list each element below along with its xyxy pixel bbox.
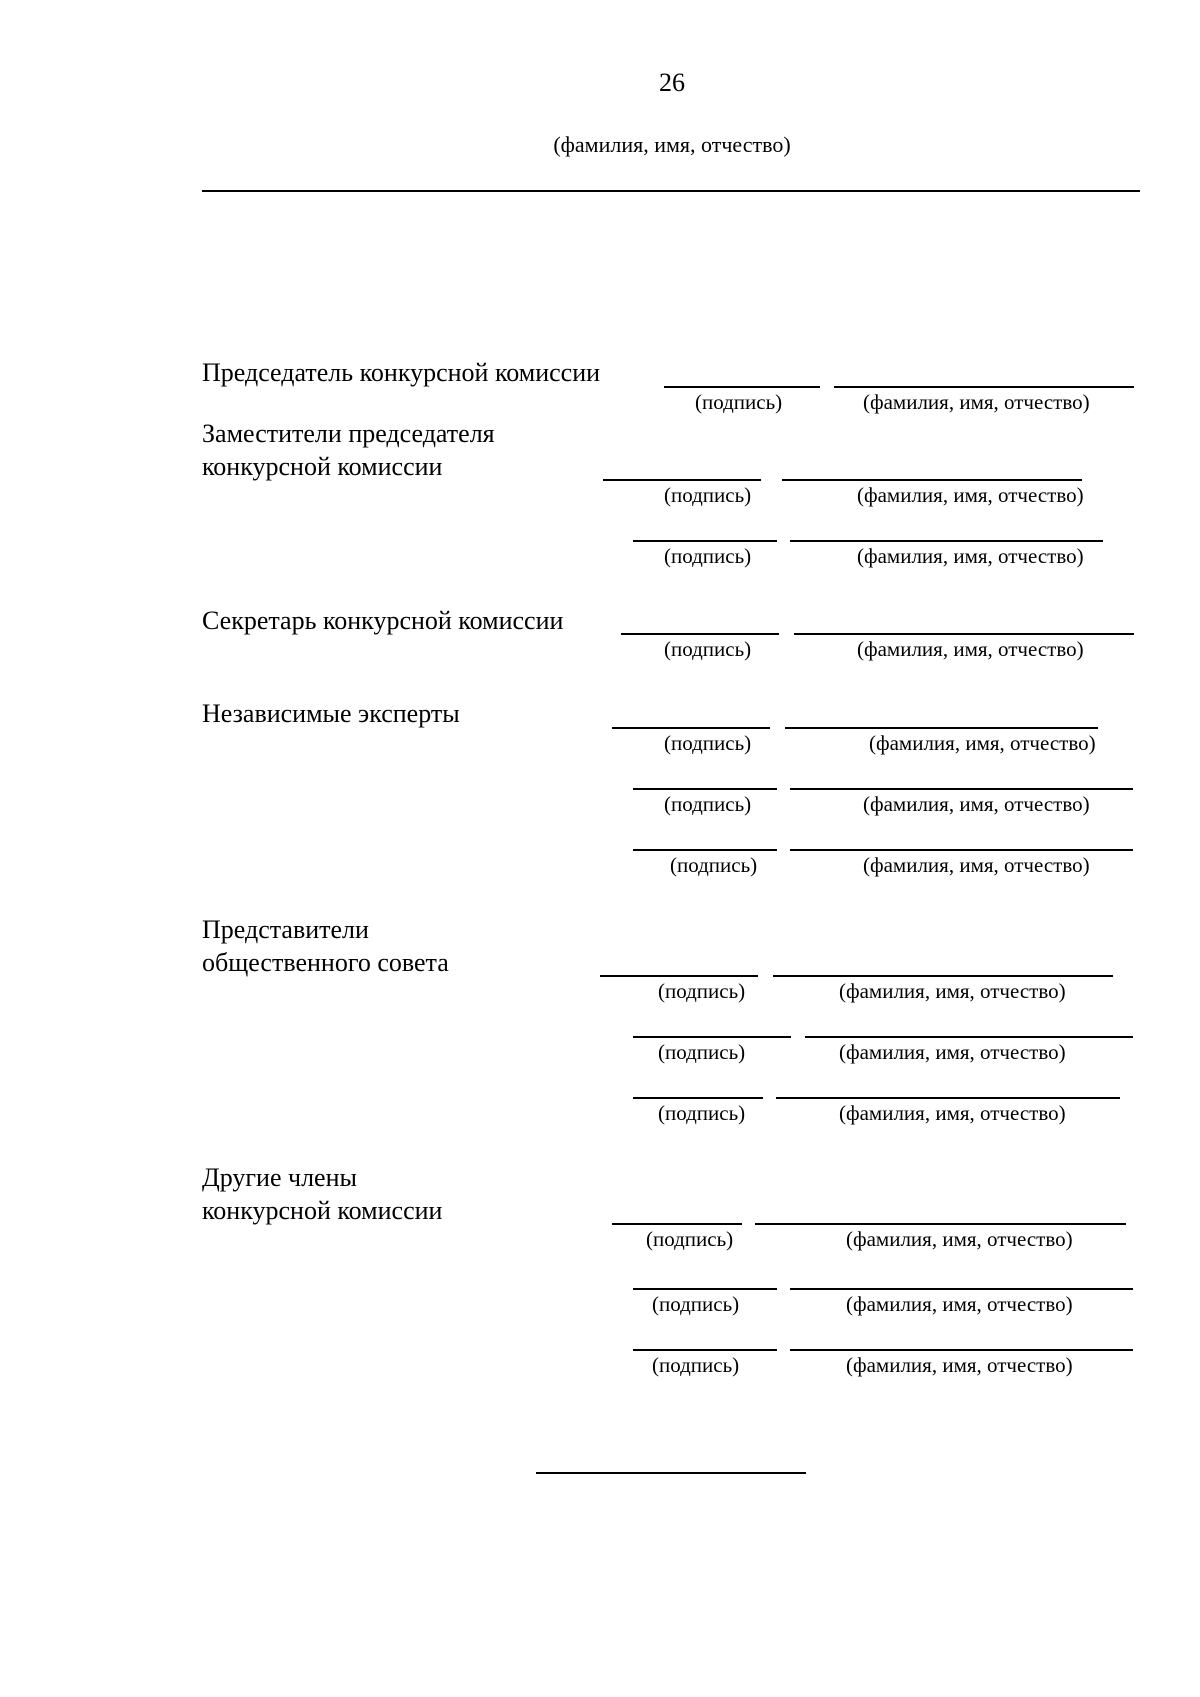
name-caption: (фамилия, имя, отчество) [846,1353,1073,1377]
name-caption: (фамилия, имя, отчество) [839,1040,1066,1064]
signature-line[interactable] [633,540,777,542]
name-caption: (фамилия, имя, отчество) [857,637,1084,661]
other-members-label-line-1: Другие члены [202,1163,357,1192]
signature-caption: (подпись) [646,1227,734,1251]
signature-caption: (подпись) [652,1353,740,1377]
signature-caption: (подпись) [664,731,752,755]
signature-caption: (подпись) [658,979,746,1003]
signature-line[interactable] [633,1097,763,1099]
deputies-label-line-1: Заместители председателя [202,419,495,448]
header-caption: (фамилия, имя, отчество) [553,132,791,157]
name-line[interactable] [785,727,1098,729]
closing-rule [536,1472,806,1474]
secretary-label: Секретарь конкурсной комиссии [202,606,564,635]
name-caption: (фамилия, имя, отчество) [839,979,1066,1003]
header-rule [202,190,1140,192]
name-line[interactable] [790,788,1133,790]
deputies-label-line-2: конкурсной комиссии [202,452,443,481]
name-line[interactable] [755,1223,1126,1225]
council-label-line-2: общественного совета [202,948,449,977]
name-line[interactable] [773,975,1113,977]
signature-line[interactable] [633,849,777,851]
signature-caption: (подпись) [664,637,752,661]
name-line[interactable] [782,479,1082,481]
signature-line[interactable] [621,633,779,635]
name-caption: (фамилия, имя, отчество) [863,853,1090,877]
name-caption: (фамилия, имя, отчество) [869,731,1096,755]
name-caption: (фамилия, имя, отчество) [863,792,1090,816]
name-line[interactable] [805,1036,1133,1038]
name-line[interactable] [790,849,1133,851]
name-line[interactable] [834,386,1134,388]
council-label-line-1: Представители [202,915,369,944]
name-line[interactable] [790,1349,1133,1351]
signature-caption: (подпись) [664,544,752,568]
chairman-label: Председатель конкурсной комиссии [202,358,601,387]
signature-line[interactable] [633,1288,777,1290]
signature-caption: (подпись) [652,1292,740,1316]
signature-caption: (подпись) [670,853,758,877]
name-caption: (фамилия, имя, отчество) [857,544,1084,568]
name-caption: (фамилия, имя, отчество) [846,1292,1073,1316]
signature-line[interactable] [633,1349,777,1351]
page-number: 26 [659,68,685,97]
name-line[interactable] [794,633,1134,635]
name-caption: (фамилия, имя, отчество) [839,1101,1066,1125]
experts-label: Независимые эксперты [202,699,460,728]
name-caption: (фамилия, имя, отчество) [863,390,1090,414]
signature-caption: (подпись) [664,483,752,507]
signature-caption: (подпись) [664,792,752,816]
signature-caption: (подпись) [658,1040,746,1064]
signature-line[interactable] [633,1036,791,1038]
signature-line[interactable] [600,975,758,977]
name-line[interactable] [790,540,1103,542]
signature-caption: (подпись) [695,390,783,414]
name-line[interactable] [790,1288,1133,1290]
signature-line[interactable] [664,386,820,388]
signature-line[interactable] [603,479,761,481]
signature-caption: (подпись) [658,1101,746,1125]
name-line[interactable] [776,1097,1120,1099]
signature-line[interactable] [612,1223,742,1225]
other-members-label-line-2: конкурсной комиссии [202,1196,443,1225]
name-caption: (фамилия, имя, отчество) [857,483,1084,507]
signature-line[interactable] [612,727,770,729]
signature-line[interactable] [633,788,777,790]
name-caption: (фамилия, имя, отчество) [846,1227,1073,1251]
